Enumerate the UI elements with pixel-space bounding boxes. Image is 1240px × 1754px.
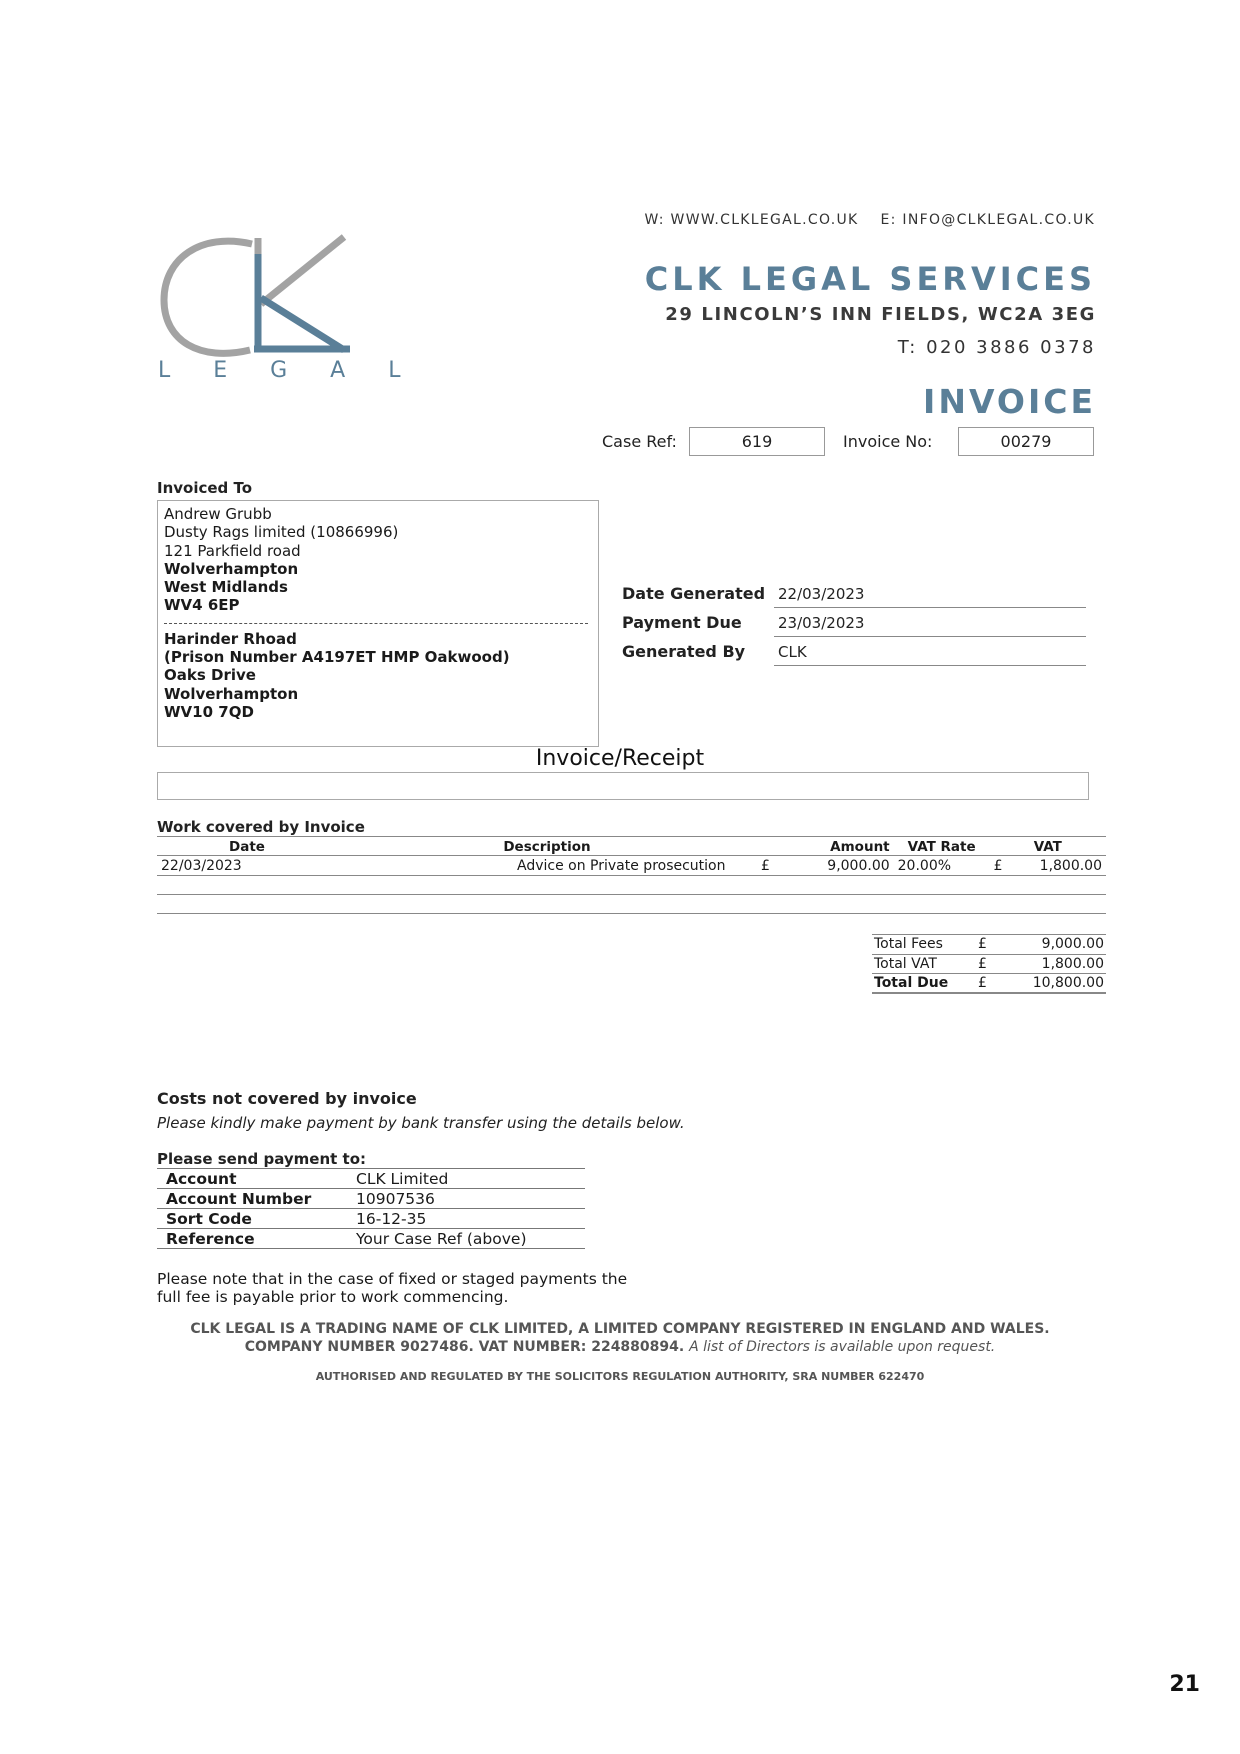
bank-row-reference xyxy=(157,1229,585,1249)
case-ref-field: 619 xyxy=(689,427,825,456)
receipt-box xyxy=(157,772,1089,800)
col-description: Description xyxy=(337,837,757,856)
total-fees-currency: £ xyxy=(976,935,1006,955)
contact-line xyxy=(620,212,1095,228)
bank-row-account xyxy=(157,1169,585,1189)
address-line: Harinder Rhoad xyxy=(164,629,297,648)
bank-row-sort-code xyxy=(157,1209,585,1229)
date-generated-value: 22/03/2023 xyxy=(774,585,1086,608)
costs-note: Please kindly make payment by bank transfer using the details below. xyxy=(157,1114,685,1132)
case-ref-label: Case Ref: xyxy=(602,432,677,451)
legal-line-2 xyxy=(140,1338,1100,1356)
firm-phone: T: 020 3886 0378 xyxy=(897,337,1096,358)
generated-by-label: Generated By xyxy=(622,642,746,661)
address-line: WV4 6EP xyxy=(164,596,240,615)
row-description: Advice on Private prosecution xyxy=(337,856,757,876)
costs-title: Costs not covered by invoice xyxy=(157,1089,417,1108)
invoiced-to-label: Invoiced To xyxy=(157,479,253,497)
fixed-payment-note xyxy=(157,1270,627,1306)
bank-value: Your Case Ref (above) xyxy=(352,1229,585,1249)
work-title: Work covered by Invoice xyxy=(157,818,365,836)
address-line: Wolverhampton xyxy=(164,559,299,578)
address-line: (Prison Number A4197ET HMP Oakwood) xyxy=(164,648,510,667)
col-vat-rate: VAT Rate xyxy=(894,837,990,856)
payment-due-label: Payment Due xyxy=(622,613,742,632)
row-vat-currency: £ xyxy=(990,856,1020,876)
address-line: Andrew Grubb xyxy=(164,505,272,523)
address-line: WV10 7QD xyxy=(164,702,254,721)
invoiced-to-address-box xyxy=(157,500,599,747)
row-amount: 9,000.00 xyxy=(793,856,894,876)
clk-logo xyxy=(158,234,419,384)
legal-line-1: CLK LEGAL IS A TRADING NAME OF CLK LIMITED, A LIMITED COMPANY REGISTERED IN ENGLAND AND WALES. xyxy=(190,1321,1050,1337)
row-vat: 1,800.00 xyxy=(1020,856,1106,876)
bank-value: 16-12-35 xyxy=(352,1209,585,1229)
note-line: Please note that in the case of fixed or staged payments the xyxy=(157,1270,628,1288)
bank-row-account-number xyxy=(157,1189,585,1209)
address-line: Wolverhampton xyxy=(164,684,299,703)
total-vat-value: 1,800.00 xyxy=(1006,954,1106,974)
payment-title: Please send payment to: xyxy=(157,1150,367,1168)
col-vat: VAT xyxy=(990,837,1106,856)
bank-details-table xyxy=(157,1168,585,1249)
table-row xyxy=(157,876,1106,895)
table-row xyxy=(157,856,1106,876)
bank-key: Sort Code xyxy=(157,1209,352,1229)
email-link[interactable]: E: INFO@CLKLEGAL.CO.UK xyxy=(880,212,1095,228)
bank-value: CLK Limited xyxy=(352,1169,585,1189)
note-line: full fee is payable prior to work commencing. xyxy=(157,1288,509,1306)
date-generated-label: Date Generated xyxy=(622,584,766,603)
total-due-row xyxy=(872,974,1106,994)
total-due-currency: £ xyxy=(976,974,1006,994)
total-fees-row xyxy=(872,935,1106,955)
document-title: INVOICE xyxy=(923,382,1096,421)
company-numbers: COMPANY NUMBER 9027486. VAT NUMBER: 224880894. xyxy=(244,1339,685,1355)
receipt-title: Invoice/Receipt xyxy=(535,746,705,771)
address-divider xyxy=(164,623,588,624)
directors-note: A list of Directors is available upon request. xyxy=(689,1339,996,1355)
work-table-header xyxy=(157,837,1106,856)
legal-statement xyxy=(140,1320,1100,1356)
bank-key: Account xyxy=(157,1169,352,1189)
row-currency: £ xyxy=(757,856,793,876)
table-row xyxy=(157,895,1106,914)
invoice-no-label: Invoice No: xyxy=(843,432,933,451)
total-due-value: 10,800.00 xyxy=(1006,974,1106,994)
row-vat-rate: 20.00% xyxy=(894,856,990,876)
payment-due-value: 23/03/2023 xyxy=(774,614,1086,637)
total-vat-label: Total VAT xyxy=(872,954,976,974)
total-vat-currency: £ xyxy=(976,954,1006,974)
row-date: 22/03/2023 xyxy=(157,856,337,876)
totals-table xyxy=(872,934,1106,994)
address-line: West Midlands xyxy=(164,578,288,597)
total-vat-row xyxy=(872,954,1106,974)
logo-subtitle: L E G A L xyxy=(158,358,419,383)
total-fees-label: Total Fees xyxy=(872,935,976,955)
firm-address: 29 LINCOLN’S INN FIELDS, WC2A 3EG xyxy=(665,304,1096,325)
address-line: Dusty Rags limited (10866996) xyxy=(164,523,399,542)
generated-by-value: CLK xyxy=(774,643,1086,666)
invoice-no-field: 00279 xyxy=(958,427,1094,456)
sra-statement: AUTHORISED AND REGULATED BY THE SOLICITORS REGULATION AUTHORITY, SRA NUMBER 622470 xyxy=(315,1370,925,1383)
bank-key: Account Number xyxy=(157,1189,352,1209)
col-date: Date xyxy=(157,837,337,856)
total-fees-value: 9,000.00 xyxy=(1006,935,1106,955)
website-link[interactable]: W: WWW.CLKLEGAL.CO.UK xyxy=(644,212,859,228)
total-due-label: Total Due xyxy=(872,974,976,994)
col-amount: Amount xyxy=(757,837,894,856)
address-line: Oaks Drive xyxy=(164,666,256,685)
firm-name: CLK LEGAL SERVICES xyxy=(644,260,1096,298)
bank-value: 10907536 xyxy=(352,1189,585,1209)
address-line: 121 Parkfield road xyxy=(164,541,301,560)
page-number: 21 xyxy=(1169,1672,1200,1697)
work-table xyxy=(157,836,1106,914)
bank-key: Reference xyxy=(157,1229,352,1249)
